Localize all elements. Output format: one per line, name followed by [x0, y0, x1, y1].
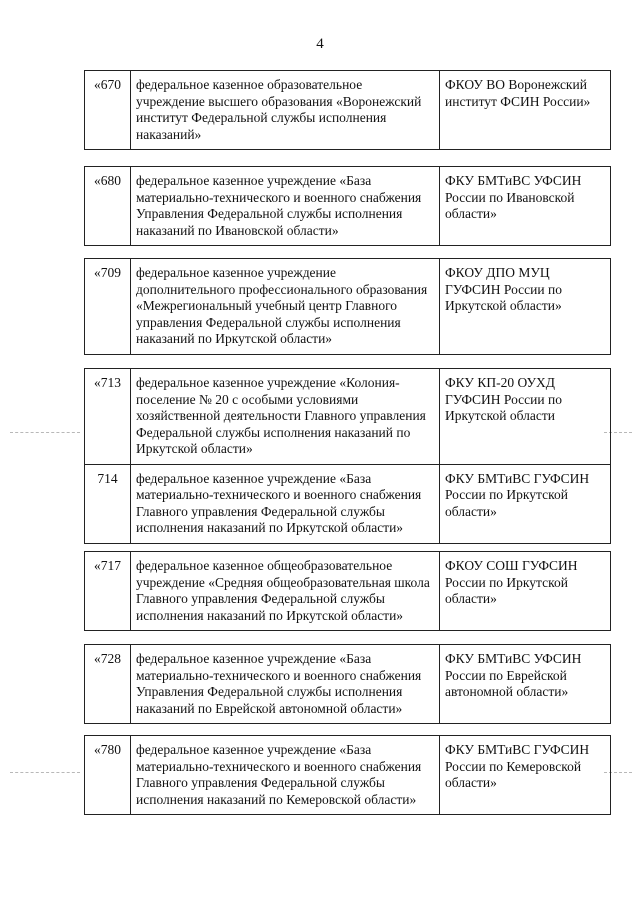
scan-artifact-line	[10, 432, 80, 433]
row-code: «680	[85, 167, 131, 246]
row-full-name: федеральное казенное образовательное учреждение высшего образования «Воронежский институт Федеральной службы исполнения наказаний»	[131, 71, 440, 150]
entry-table-717	[84, 551, 611, 631]
entry-table-670	[84, 70, 611, 150]
row-full-name: федеральное казенное учреждение дополнительного профессионального образования «Межрегиональный учебный центр Главного управления Федеральной службы исполнения наказаний по Иркутской области»	[131, 259, 440, 355]
table-row	[85, 464, 611, 543]
entry-table-709	[84, 258, 611, 355]
row-full-name: федеральное казенное общеобразовательное учреждение «Средняя общеобразовательная школа Главного управления Федеральной службы исполнения наказаний по Иркутской области»	[131, 552, 440, 631]
page-number: 4	[316, 36, 324, 52]
entry-table-728	[84, 644, 611, 724]
row-full-name: федеральное казенное учреждение «База материально-технического и военного снабжения Главного управления Федеральной службы исполнения наказаний по Кемеровской области»	[131, 736, 440, 815]
row-short-name: ФКОУ СОШ ГУФСИН России по Иркутской области»	[440, 552, 611, 631]
table-row	[85, 369, 611, 465]
table-row	[85, 259, 611, 355]
row-code: «717	[85, 552, 131, 631]
row-code: «670	[85, 71, 131, 150]
row-short-name: ФКУ КП-20 ОУХД ГУФСИН России по Иркутской области	[440, 369, 611, 465]
entry-table-713-714	[84, 368, 611, 544]
row-short-name: ФКУ БМТиВС ГУФСИН России по Кемеровской области»	[440, 736, 611, 815]
row-full-name: федеральное казенное учреждение «Колония-поселение № 20 с особыми условиями хозяйственной деятельности Главного управления Федеральной службы исполнения наказаний по Иркутской области»	[131, 369, 440, 465]
entry-table-780	[84, 735, 611, 815]
row-code: 714	[85, 464, 131, 543]
row-code: «728	[85, 645, 131, 724]
table-row	[85, 552, 611, 631]
row-short-name: ФКОУ ВО Воронежский институт ФСИН России»	[440, 71, 611, 150]
row-short-name: ФКУ БМТиВС УФСИН России по Ивановской области»	[440, 167, 611, 246]
table-row	[85, 645, 611, 724]
table-row	[85, 167, 611, 246]
row-short-name: ФКОУ ДПО МУЦ ГУФСИН России по Иркутской области»	[440, 259, 611, 355]
row-full-name: федеральное казенное учреждение «База материально-технического и военного снабжения Главного управления Федеральной службы исполнения наказаний по Иркутской области»	[131, 464, 440, 543]
row-code: «709	[85, 259, 131, 355]
row-short-name: ФКУ БМТиВС УФСИН России по Еврейской автономной области»	[440, 645, 611, 724]
row-code: «713	[85, 369, 131, 465]
entry-table-680	[84, 166, 611, 246]
row-full-name: федеральное казенное учреждение «База материально-технического и военного снабжения Управления Федеральной службы исполнения наказаний по Ивановской области»	[131, 167, 440, 246]
row-code: «780	[85, 736, 131, 815]
scan-artifact-line	[10, 772, 80, 773]
table-row	[85, 736, 611, 815]
row-short-name: ФКУ БМТиВС ГУФСИН России по Иркутской области»	[440, 464, 611, 543]
table-row	[85, 71, 611, 150]
row-full-name: федеральное казенное учреждение «База материально-технического и военного снабжения Управления Федеральной службы исполнения наказаний по Еврейской автономной области»	[131, 645, 440, 724]
